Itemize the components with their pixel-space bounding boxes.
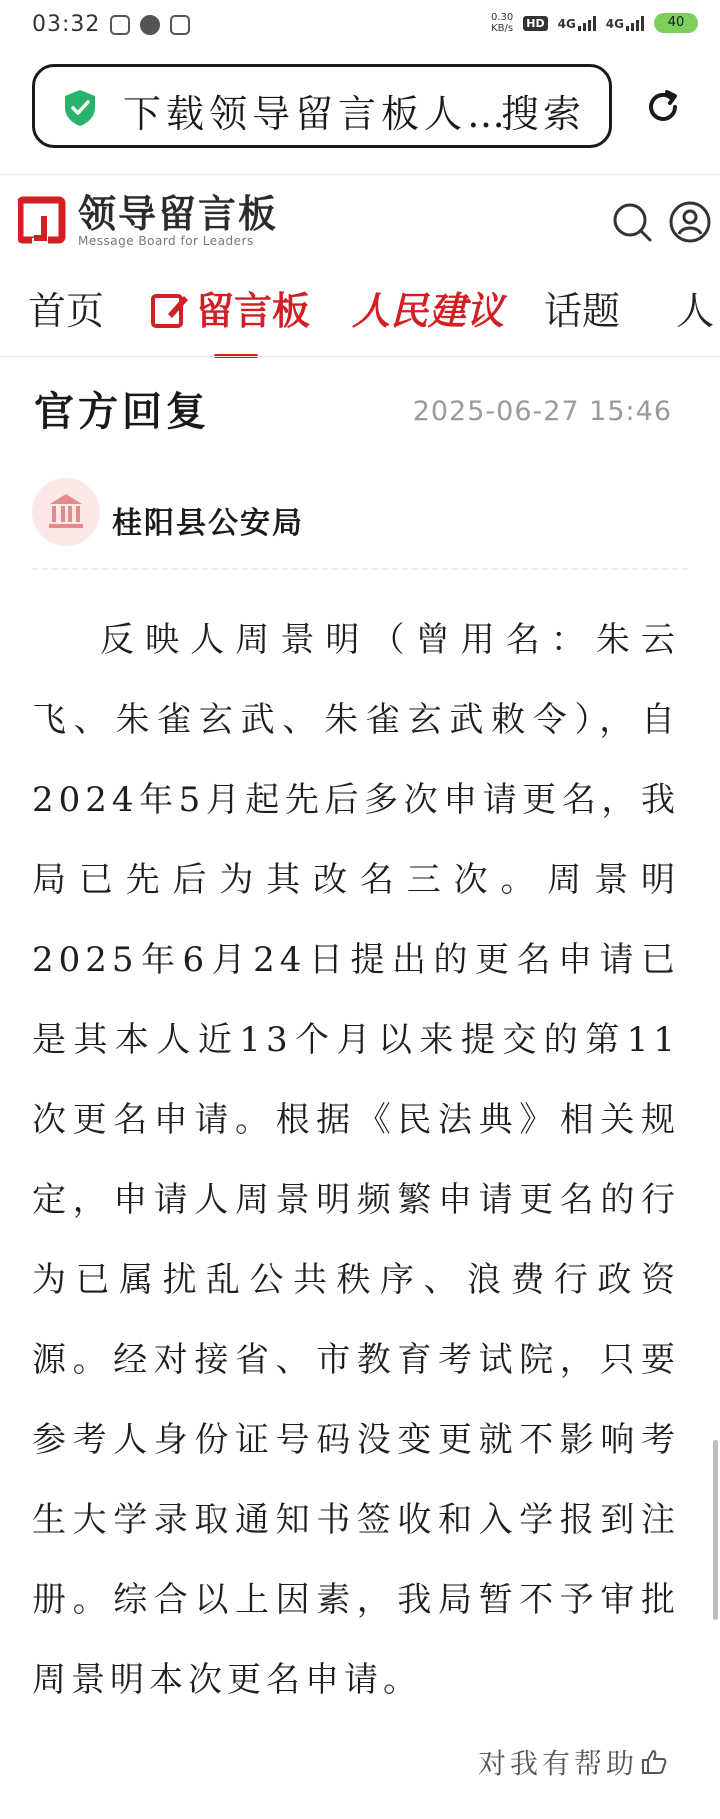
url-text[interactable]: 下载领导留言板人…: [123, 92, 511, 136]
browser-search-bar[interactable]: [32, 64, 612, 148]
logo-mark-icon: [18, 196, 70, 246]
signal-icon-2: 4G: [606, 15, 644, 31]
signal-icon: 4G: [558, 15, 596, 31]
reply-timestamp: 2025-06-27 15:46: [412, 396, 672, 427]
chat-notification-icon: [140, 15, 160, 35]
edit-icon: [150, 290, 190, 330]
secure-shield-icon: [63, 89, 97, 127]
tv-notification-icon: [170, 15, 190, 35]
logo-subtitle: Message Board for Leaders: [78, 234, 254, 248]
section-title: 官方回复: [34, 388, 210, 435]
logo-title: 领导留言板: [78, 192, 279, 236]
site-logo[interactable]: [18, 194, 278, 248]
nav-topics[interactable]: 话题: [544, 289, 621, 333]
search-button[interactable]: 搜索: [500, 92, 585, 136]
app-notification-icon: [110, 15, 130, 35]
divider: [0, 174, 720, 175]
refresh-icon[interactable]: [644, 88, 682, 126]
battery-icon: 40: [654, 13, 698, 33]
office-name: 桂阳县公安局: [112, 506, 304, 541]
thumbs-up-icon: [640, 1748, 668, 1776]
search-icon[interactable]: [610, 200, 654, 244]
nav-home[interactable]: 首页: [28, 289, 105, 333]
divider: [0, 356, 720, 357]
main-nav: [0, 272, 720, 354]
divider: [32, 568, 688, 570]
scrollbar[interactable]: [713, 1440, 718, 1620]
status-right: [491, 12, 698, 34]
hd-icon: HD: [523, 16, 547, 31]
status-time: 03:32: [32, 12, 101, 37]
status-bar: [0, 0, 720, 52]
government-building-icon: [32, 478, 100, 546]
network-speed: 0.30 KB/s: [490, 12, 514, 34]
reply-content: 反映人周景明（曾用名：朱云飞、朱雀玄武、朱雀玄武敕令），自2024年5月起先后多次申请更名，我局已先后为其改名三次。周景明2025年6月24日提出的更名申请已是其本人近13个月以来提交的第11次更名申请。根据《民法典》相关规定，申请人周景明频繁申请更名的行为已属扰乱公共秩序、浪费行政资源。经对接省、市教育考试院，只要参考人身份证号码没变更就不影响考生大学录取通知书签收和入学报到注册。综合以上因素，我局暂不予审批周景明本次更名申请。: [32, 620, 680, 1700]
user-icon[interactable]: [668, 200, 712, 244]
notification-icons: [110, 15, 190, 35]
nav-message-board[interactable]: 留言板: [150, 280, 310, 335]
nav-people-suggestions[interactable]: 人民建议: [352, 289, 505, 333]
helpful-button[interactable]: 对我有帮助: [478, 1742, 668, 1782]
nav-more[interactable]: 人: [676, 289, 715, 333]
